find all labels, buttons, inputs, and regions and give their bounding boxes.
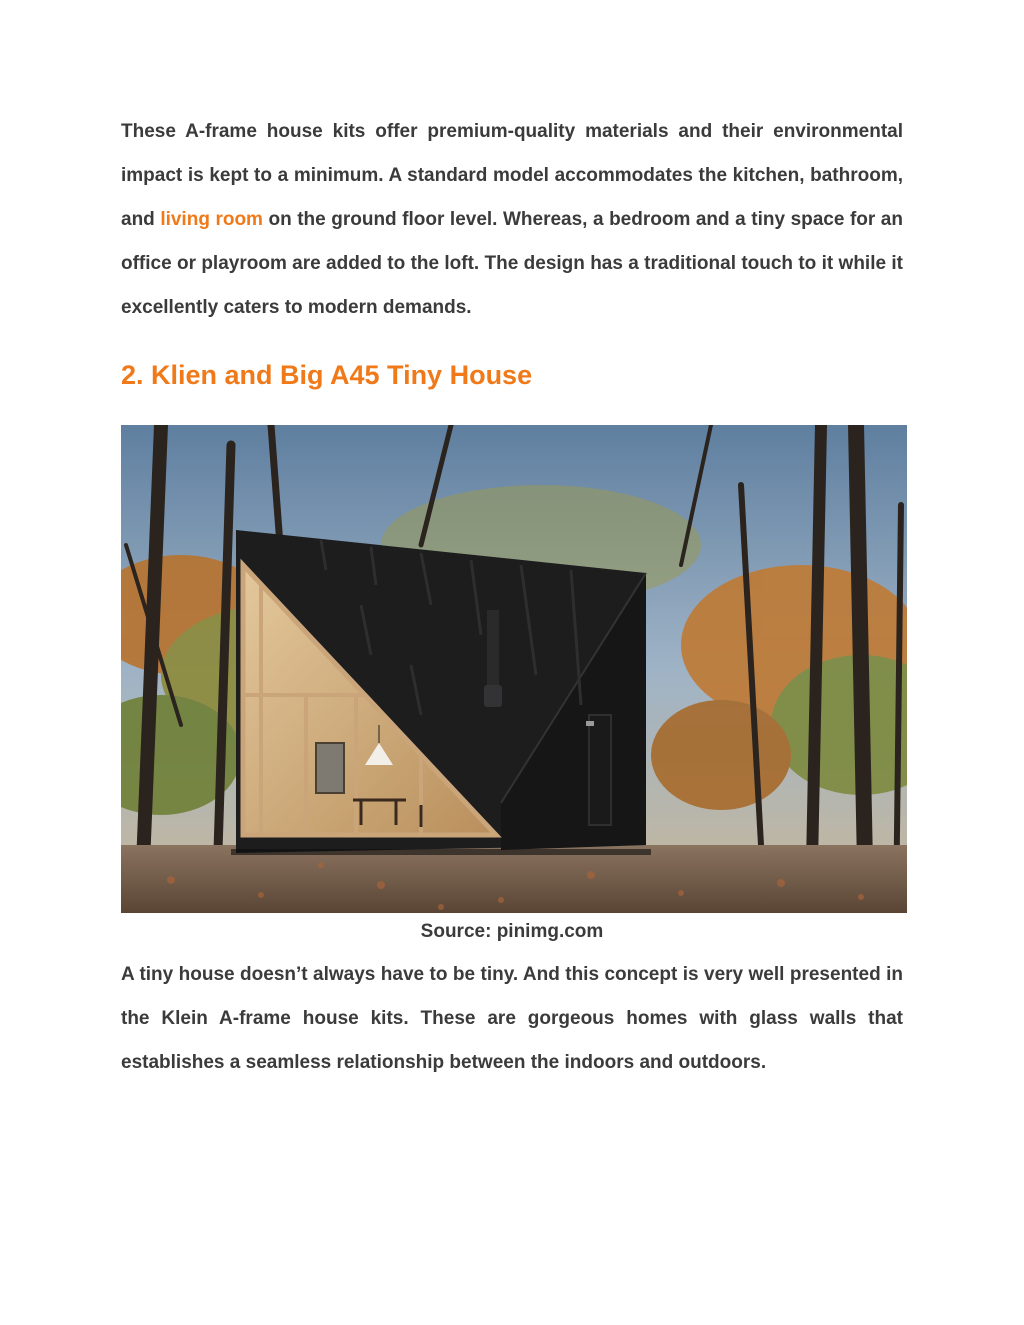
intro-text-after: on the ground floor level. Whereas, a bedroom and a tiny space for an office or playroom are added to the loft. The design has a traditional touch to it while it excellently caters to modern demands. [121, 209, 903, 318]
intro-text-before: These A-frame house kits offer premium-quality materials and their environmental impact is kept to a minimum. A standard model accommodates the kitchen, bathroom, and [121, 121, 903, 230]
living-room-link[interactable]: living room [160, 209, 263, 230]
intro-paragraph [121, 110, 903, 330]
section-heading: 2. Klien and Big A45 Tiny House [121, 360, 533, 390]
tiny-house-photo [121, 425, 907, 913]
figure-caption: Source: pinimg.com [420, 921, 604, 942]
document-page [121, 110, 903, 1085]
body-paragraph: A tiny house doesn’t always have to be tiny. And this concept is very well presented in the Klein A-frame house kits. These are gorgeous homes with glass walls that establishes a seamless relationship between the indoors and outdoors. [121, 964, 903, 1073]
